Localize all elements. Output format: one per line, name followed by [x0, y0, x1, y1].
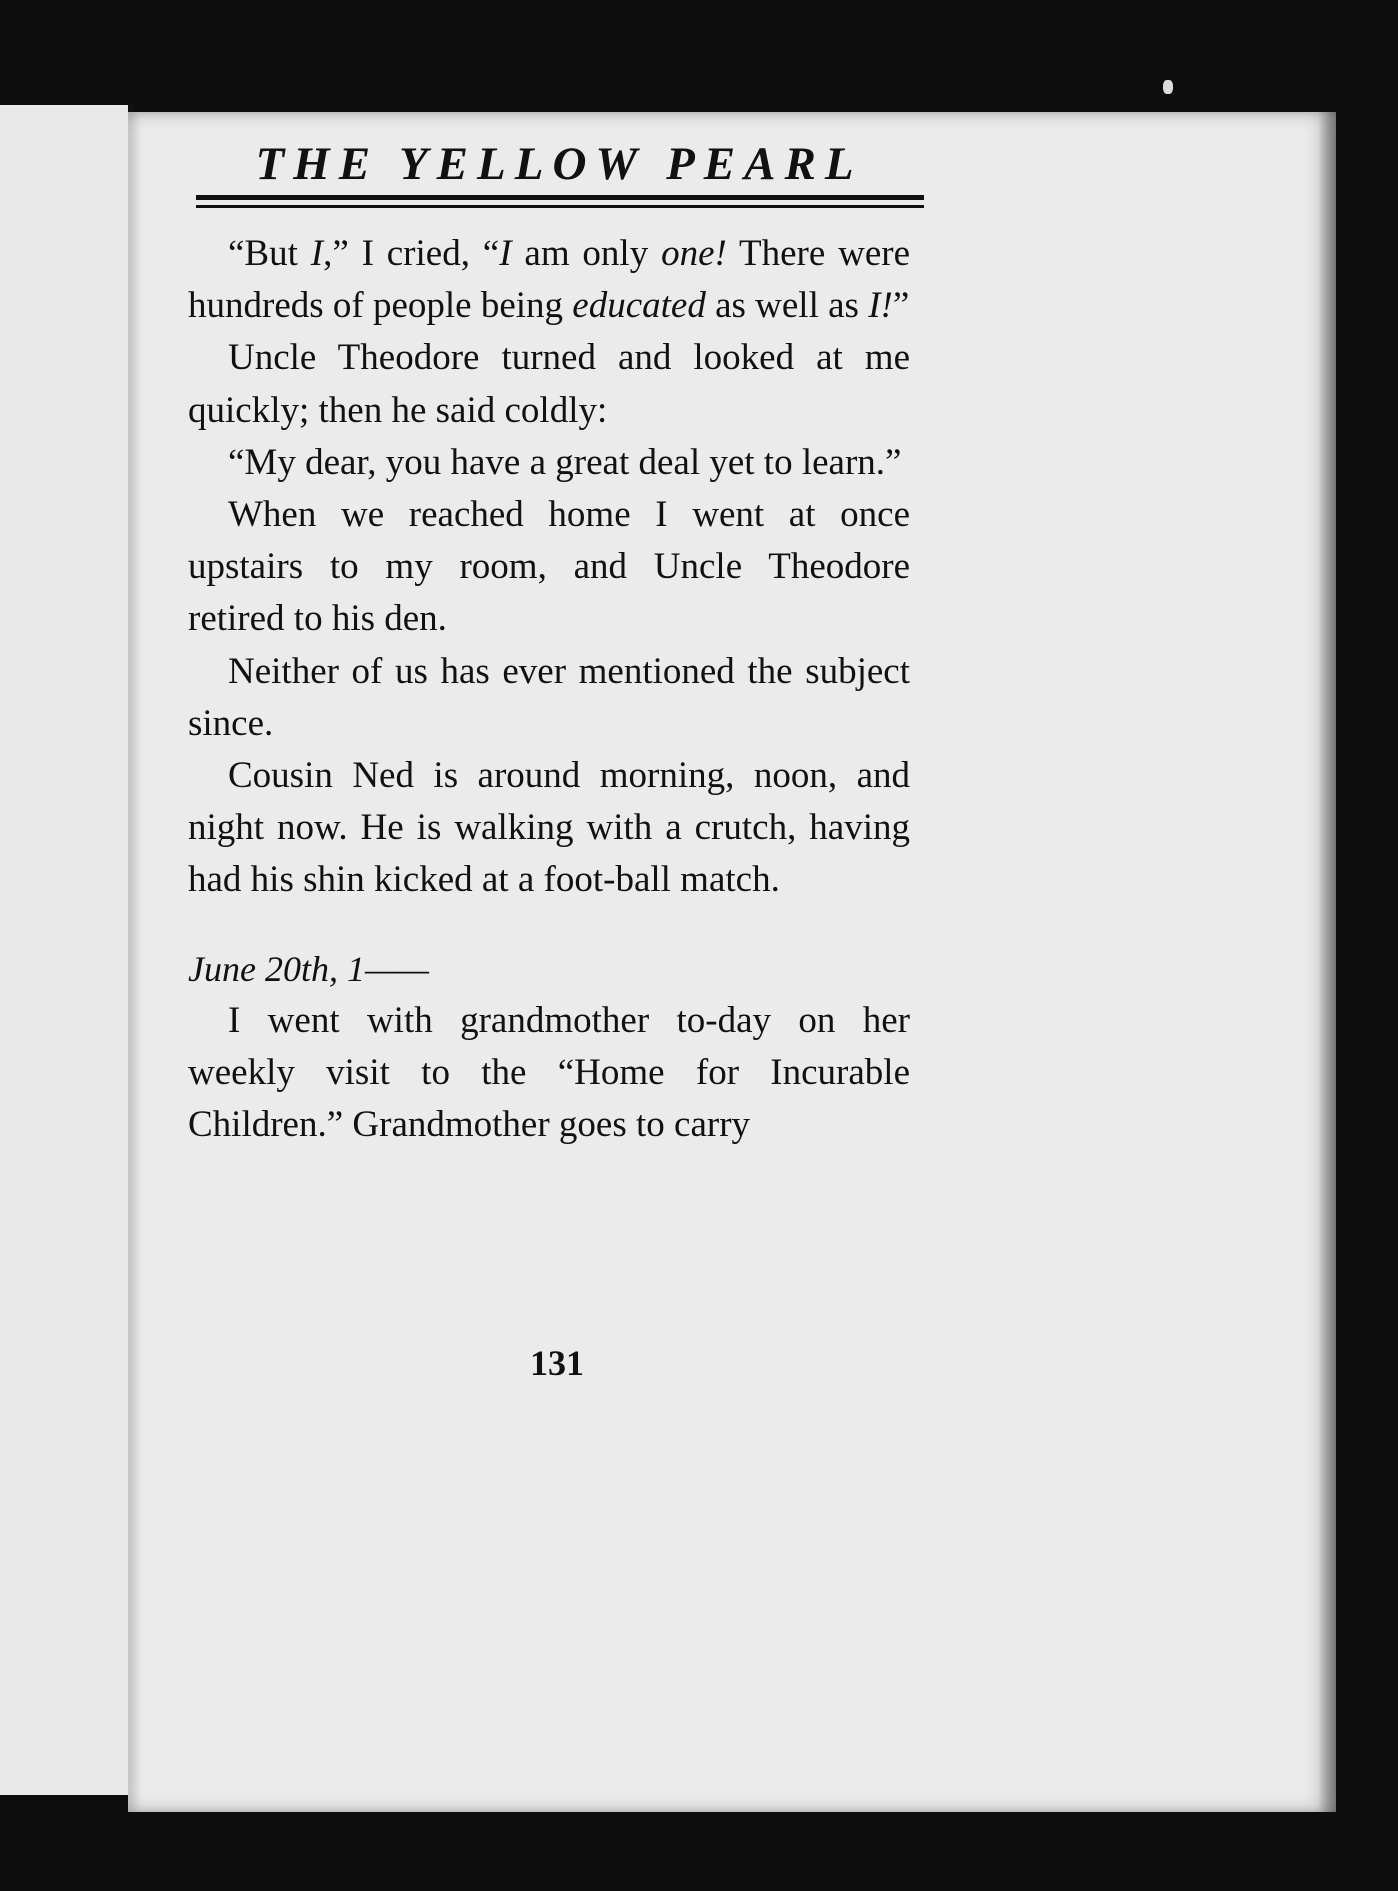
paragraph: “My dear, you have a great deal yet to learn.”: [228, 441, 902, 483]
paragraph: “But I,” I cried, “I am only one! There were hundreds of people being educated as well as I!”: [188, 233, 910, 327]
body-text: [188, 228, 910, 1151]
paragraph: Uncle Theodore turned and looked at me quickly; then he said coldly:: [188, 337, 910, 431]
running-head: [198, 136, 920, 192]
page-number: 131: [530, 1343, 584, 1383]
scan-speck: [1163, 80, 1173, 94]
running-head-title: THE YELLOW PEARL: [255, 138, 863, 190]
paragraph: Cousin Ned is around morning, noon, and night now. He is walking with a crutch, having had his shin kicked at a foot-ball match.: [188, 755, 910, 901]
date-heading: June 20th, 1——: [188, 948, 429, 989]
paragraph: When we reached home I went at once upstairs to my room, and Uncle Theodore retired to his den.: [188, 494, 910, 640]
paragraph: Neither of us has ever mentioned the subject since.: [188, 650, 910, 744]
paragraph-continued: I went with grandmother to-day on her weekly visit to the “Home for Incurable Children.” Grandmother goes to carry: [188, 999, 910, 1146]
header-rule-thick: [196, 195, 924, 200]
header-rule-thin: [196, 205, 924, 208]
facing-page-edge: [0, 105, 134, 1795]
